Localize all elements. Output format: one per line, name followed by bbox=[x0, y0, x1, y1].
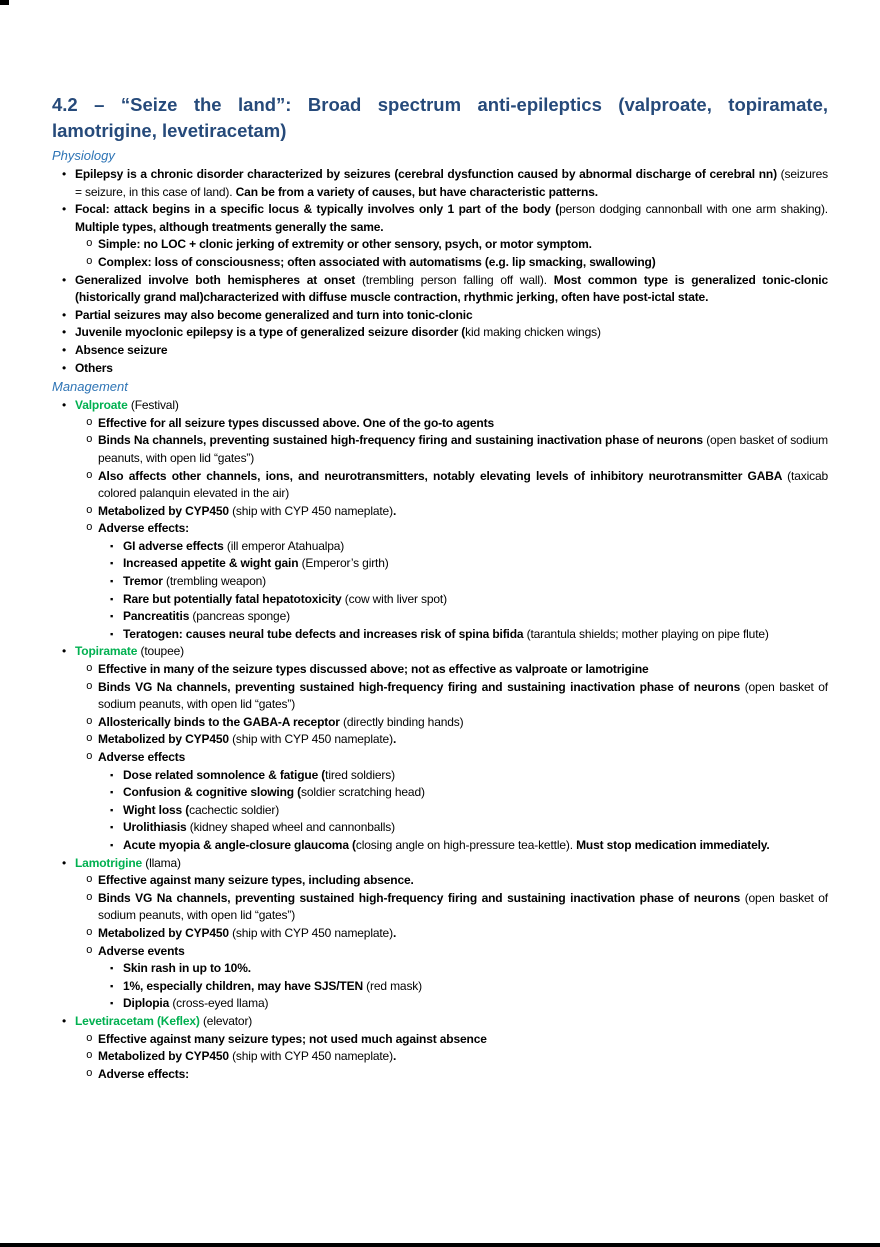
list-item bbox=[110, 819, 828, 837]
list-item-text bbox=[123, 591, 828, 609]
list-item bbox=[86, 661, 828, 679]
text-run: (seizures = seizure, in this case of land). bbox=[75, 167, 828, 199]
list-item bbox=[110, 960, 828, 978]
bullet-glyph: o bbox=[86, 1067, 93, 1080]
bullet-glyph: • bbox=[62, 307, 67, 322]
list-item-text bbox=[98, 1031, 828, 1049]
list-item-text bbox=[75, 324, 828, 342]
text-run: (ship with CYP 450 nameplate) bbox=[232, 503, 393, 518]
list-item bbox=[86, 254, 828, 272]
list-item bbox=[62, 166, 828, 201]
list-item-text bbox=[123, 608, 828, 626]
list-item-text bbox=[98, 714, 828, 732]
list-item-text bbox=[75, 272, 828, 307]
list-item-text bbox=[98, 415, 828, 433]
bullet-glyph: ▪ bbox=[110, 980, 114, 992]
list-item-text bbox=[123, 837, 828, 855]
list-item-text bbox=[123, 819, 828, 837]
text-run: person dodging cannonball with one arm shaking). bbox=[559, 202, 828, 217]
list-item bbox=[86, 872, 828, 890]
text-run: Binds VG Na channels, preventing sustained high-frequency firing and sustaining inactivation phase of neurons bbox=[98, 679, 745, 694]
list-item-text bbox=[75, 342, 828, 360]
text-run: (taxicab colored palanquin elevated in the air) bbox=[98, 468, 828, 501]
bullet-glyph: ▪ bbox=[110, 611, 114, 623]
list-item bbox=[86, 731, 828, 749]
text-run: Metabolized by CYP450 bbox=[98, 925, 233, 940]
text-run: Allosterically binds to the GABA-A receptor bbox=[98, 714, 343, 729]
text-run: . bbox=[392, 732, 397, 747]
list-item bbox=[62, 342, 828, 360]
text-run: (ill emperor Atahualpa) bbox=[226, 538, 345, 553]
list-item bbox=[86, 925, 828, 943]
bullet-glyph: • bbox=[62, 342, 67, 357]
bullet-glyph: • bbox=[62, 1013, 67, 1028]
bullet-glyph: o bbox=[86, 1032, 93, 1045]
page-bottom-edge bbox=[0, 1243, 880, 1247]
text-run: (cross-eyed llama) bbox=[172, 996, 269, 1011]
list-item bbox=[86, 468, 828, 503]
text-run: Skin rash in up to 10%. bbox=[123, 961, 251, 976]
list-item bbox=[62, 201, 828, 236]
text-run: Simple: no LOC + clonic jerking of extremity or other sensory, psych, or motor symptom. bbox=[98, 237, 592, 252]
text-run: (red mask) bbox=[366, 978, 422, 993]
list-item bbox=[86, 1066, 828, 1084]
list-item-text bbox=[123, 555, 828, 573]
bullet-glyph: ▪ bbox=[110, 540, 114, 552]
bullet-glyph: ▪ bbox=[110, 839, 114, 851]
text-run: (elevator) bbox=[202, 1013, 253, 1028]
text-run: (ship with CYP 450 nameplate) bbox=[232, 732, 393, 747]
list-item bbox=[62, 360, 828, 378]
list-item bbox=[110, 626, 828, 644]
text-run: Topiramate bbox=[75, 644, 141, 659]
text-run: . bbox=[392, 1049, 397, 1064]
text-run: kid making chicken wings) bbox=[465, 325, 601, 340]
bullet-glyph: • bbox=[62, 272, 67, 287]
text-run: Complex: loss of consciousness; often associated with automatisms (e.g. lip smacking, swallowing) bbox=[98, 254, 656, 269]
text-run: tired soldiers) bbox=[325, 767, 395, 782]
list-item-text bbox=[123, 573, 828, 591]
list-item-text bbox=[98, 872, 828, 890]
list-item bbox=[110, 837, 828, 855]
bullet-glyph: ▪ bbox=[110, 576, 114, 588]
list-item bbox=[62, 324, 828, 342]
text-run: Effective for all seizure types discussed above. One of the go-to agents bbox=[98, 415, 494, 430]
list-item bbox=[110, 608, 828, 626]
text-run: (toupee) bbox=[140, 644, 184, 659]
text-run: (trembling weapon) bbox=[165, 574, 266, 589]
list-item bbox=[110, 978, 828, 996]
text-run: . bbox=[392, 925, 397, 940]
list-item bbox=[86, 236, 828, 254]
bullet-glyph: • bbox=[62, 202, 67, 217]
list-item-text bbox=[98, 679, 828, 714]
bullet-glyph: ▪ bbox=[110, 593, 114, 605]
list-item-text bbox=[75, 201, 828, 236]
bullet-glyph: ▪ bbox=[110, 822, 114, 834]
bullet-glyph: • bbox=[62, 360, 67, 375]
bullet-glyph: o bbox=[86, 733, 93, 746]
text-run: Binds VG Na channels, preventing sustained high-frequency firing and sustaining inactivation phase of neurons bbox=[98, 890, 745, 905]
text-run: Tremor bbox=[123, 574, 166, 589]
text-run: (open basket of sodium peanuts, with open lid “gates”) bbox=[98, 433, 828, 465]
text-run: GI adverse effects bbox=[123, 538, 227, 553]
text-run: Others bbox=[75, 360, 113, 375]
text-run: Partial seizures may also become generalized and turn into tonic-clonic bbox=[75, 307, 473, 322]
list-item bbox=[86, 943, 828, 961]
bullet-glyph: o bbox=[86, 663, 93, 676]
text-run: Effective against many seizure types, including absence. bbox=[98, 873, 414, 888]
text-run: closing angle on high-pressure tea-kettle). bbox=[355, 837, 577, 852]
text-run: (directly binding hands) bbox=[343, 714, 464, 729]
list-item-text bbox=[98, 749, 828, 767]
list-item-text bbox=[75, 855, 828, 873]
text-run: Effective against many seizure types; not used much against absence bbox=[98, 1031, 487, 1046]
text-run: Must stop medication immediately. bbox=[576, 837, 770, 852]
text-run: Juvenile myoclonic epilepsy is a type of generalized seizure disorder ( bbox=[75, 325, 466, 340]
bullet-glyph: o bbox=[86, 891, 93, 904]
bullet-glyph: • bbox=[62, 325, 67, 340]
text-run: Teratogen: causes neural tube defects and increases risk of spina bifida bbox=[123, 626, 527, 641]
bullet-glyph: o bbox=[86, 416, 93, 429]
list-item bbox=[110, 767, 828, 785]
list-item-text bbox=[75, 166, 828, 201]
text-run: (kidney shaped wheel and cannonballs) bbox=[189, 820, 395, 835]
list-item bbox=[110, 538, 828, 556]
text-run: (pancreas sponge) bbox=[192, 609, 290, 624]
bullet-glyph: o bbox=[86, 469, 93, 482]
list-item bbox=[86, 415, 828, 433]
text-run: Also affects other channels, ions, and neurotransmitters, notably elevating levels of inhibitory neurotransmitter GABA bbox=[98, 468, 788, 483]
bullet-glyph: o bbox=[86, 238, 93, 251]
list-item-text bbox=[75, 397, 828, 415]
list-item bbox=[62, 855, 828, 873]
list-item bbox=[62, 397, 828, 415]
text-run: Dose related somnolence & fatigue ( bbox=[123, 767, 326, 782]
list-item-text bbox=[75, 643, 828, 661]
list-item-text bbox=[123, 784, 828, 802]
bullet-glyph: o bbox=[86, 1050, 93, 1063]
list-item bbox=[62, 307, 828, 325]
bullet-glyph: ▪ bbox=[110, 804, 114, 816]
list-item bbox=[110, 784, 828, 802]
bullet-glyph: ▪ bbox=[110, 963, 114, 975]
list-item bbox=[86, 714, 828, 732]
text-run: Rare but potentially fatal hepatotoxicity bbox=[123, 591, 345, 606]
document-body bbox=[52, 147, 828, 1083]
bullet-glyph: o bbox=[86, 751, 93, 763]
text-run: (cow with liver spot) bbox=[344, 591, 447, 606]
list-item-text bbox=[123, 960, 828, 978]
bullet-glyph: ▪ bbox=[110, 628, 114, 640]
text-run: Pancreatitis bbox=[123, 609, 193, 624]
text-run: (ship with CYP 450 nameplate) bbox=[232, 925, 393, 940]
text-run: Urolithiasis bbox=[123, 820, 190, 835]
list-item bbox=[86, 520, 828, 538]
list-item bbox=[86, 1031, 828, 1049]
text-run: Metabolized by CYP450 bbox=[98, 1049, 233, 1064]
list-item-text bbox=[98, 943, 828, 961]
list-item-text bbox=[75, 1013, 828, 1031]
bullet-glyph: o bbox=[86, 522, 93, 535]
list-item-text bbox=[98, 1048, 828, 1066]
list-item bbox=[86, 503, 828, 521]
bullet-glyph: o bbox=[86, 944, 93, 957]
text-run: (open basket of sodium peanuts, with open lid “gates”) bbox=[98, 679, 828, 712]
text-run: Acute myopia & angle-closure glaucoma ( bbox=[123, 837, 356, 852]
list-item-text bbox=[98, 925, 828, 943]
text-run: Valproate bbox=[75, 398, 131, 413]
list-item-text bbox=[98, 520, 828, 538]
text-run: Diplopia bbox=[123, 996, 173, 1011]
list-item-text bbox=[98, 661, 828, 679]
list-item-text bbox=[123, 538, 828, 556]
text-run: Confusion & cognitive slowing ( bbox=[123, 785, 302, 800]
text-run: Metabolized by CYP450 bbox=[98, 503, 233, 518]
bullet-glyph: ▪ bbox=[110, 558, 114, 570]
list-item-text bbox=[75, 307, 828, 325]
list-item bbox=[62, 1013, 828, 1031]
text-run: (Emperor’s girth) bbox=[301, 556, 389, 571]
section-heading: Management bbox=[52, 379, 128, 395]
text-run: (ship with CYP 450 nameplate) bbox=[232, 1049, 393, 1064]
text-run: Metabolized by CYP450 bbox=[98, 732, 233, 747]
list-item-text bbox=[98, 731, 828, 749]
bullet-glyph: o bbox=[86, 874, 93, 887]
list-item-text bbox=[123, 995, 828, 1013]
list-item-text bbox=[98, 503, 828, 521]
bullet-glyph: • bbox=[62, 644, 67, 659]
text-run: Multiple types, although treatments generally the same. bbox=[75, 219, 384, 234]
page-corner-mark bbox=[0, 0, 9, 5]
text-run: Absence seizure bbox=[75, 342, 168, 357]
list-item bbox=[110, 995, 828, 1013]
text-run: (llama) bbox=[145, 855, 181, 870]
list-item bbox=[62, 643, 828, 661]
text-run: cachectic soldier) bbox=[189, 802, 280, 817]
list-item bbox=[110, 555, 828, 573]
page-title: 4.2 – “Seize the land”: Broad spectrum anti-epileptics (valproate, topiramate, lamotrigine, levetiracetam) bbox=[52, 94, 828, 141]
list-item bbox=[110, 802, 828, 820]
list-item-text bbox=[98, 236, 828, 254]
bullet-glyph: o bbox=[86, 255, 93, 268]
list-item bbox=[86, 749, 828, 767]
text-run: (Festival) bbox=[130, 398, 179, 413]
text-run: (open basket of sodium peanuts, with open lid “gates”) bbox=[98, 890, 828, 923]
text-run: Increased appetite & wight gain bbox=[123, 556, 302, 571]
bullet-glyph: o bbox=[86, 434, 93, 447]
list-item bbox=[110, 573, 828, 591]
text-run: Lamotrigine bbox=[75, 855, 146, 870]
list-item-text bbox=[98, 468, 828, 503]
list-item bbox=[86, 890, 828, 925]
text-run: Epilepsy is a chronic disorder characterized by seizures (cerebral dysfunction caused by abnormal discharge of cerebral nn) bbox=[75, 167, 781, 181]
list-item-text bbox=[123, 626, 828, 644]
text-run: Most common type is generalized tonic-clonic (historically grand mal)characterized with diffuse muscle contraction, rhythmic jerking, often have post-ictal state. bbox=[75, 272, 828, 305]
bullet-glyph: • bbox=[62, 398, 67, 413]
text-run: 1%, especially children, may have SJS/TEN bbox=[123, 978, 367, 993]
list-item-text bbox=[98, 254, 828, 272]
bullet-glyph: ▪ bbox=[110, 998, 114, 1010]
text-run: Effective in many of the seizure types discussed above; not as effective as valproate or lamotrigine bbox=[98, 662, 649, 677]
list-item bbox=[62, 272, 828, 307]
text-run: Adverse effects: bbox=[98, 521, 189, 536]
bullet-glyph: • bbox=[62, 855, 67, 870]
list-item-text bbox=[98, 1066, 828, 1084]
text-run: Levetiracetam bbox=[75, 1013, 157, 1028]
bullet-glyph: ▪ bbox=[110, 787, 114, 799]
text-run: (Keflex) bbox=[156, 1013, 203, 1028]
bullet-glyph: ▪ bbox=[110, 769, 114, 781]
text-run: Adverse effects bbox=[98, 750, 186, 764]
text-run: (tarantula shields; mother playing on pipe flute) bbox=[526, 626, 769, 641]
text-run: Binds Na channels, preventing sustained high-frequency firing and sustaining inactivation phase of neurons bbox=[98, 433, 707, 448]
list-item-text bbox=[75, 360, 828, 378]
list-item-text bbox=[98, 890, 828, 925]
list-item-text bbox=[123, 767, 828, 785]
text-run: (trembling person falling off wall). bbox=[361, 272, 554, 287]
list-item bbox=[110, 591, 828, 609]
text-run: Focal: attack begins in a specific locus & typically involves only 1 part of the body ( bbox=[75, 202, 560, 217]
text-run: Can be from a variety of causes, but have characteristic patterns. bbox=[235, 184, 598, 199]
bullet-glyph: • bbox=[62, 167, 67, 181]
list-item bbox=[86, 1048, 828, 1066]
list-item-text bbox=[123, 978, 828, 996]
text-run: Adverse effects: bbox=[98, 1066, 189, 1081]
text-run: . bbox=[392, 503, 397, 518]
list-item-text bbox=[98, 432, 828, 467]
text-run: Wight loss ( bbox=[123, 802, 190, 817]
text-run: soldier scratching head) bbox=[301, 785, 425, 800]
section-heading: Physiology bbox=[52, 148, 115, 163]
bullet-glyph: o bbox=[86, 680, 93, 693]
list-item bbox=[86, 679, 828, 714]
text-run: Generalized involve both hemispheres at onset bbox=[75, 272, 362, 287]
bullet-glyph: o bbox=[86, 504, 93, 517]
bullet-glyph: o bbox=[86, 715, 93, 728]
list-item-text bbox=[123, 802, 828, 820]
list-item bbox=[86, 432, 828, 467]
bullet-glyph: o bbox=[86, 926, 93, 939]
text-run: Adverse events bbox=[98, 943, 185, 958]
